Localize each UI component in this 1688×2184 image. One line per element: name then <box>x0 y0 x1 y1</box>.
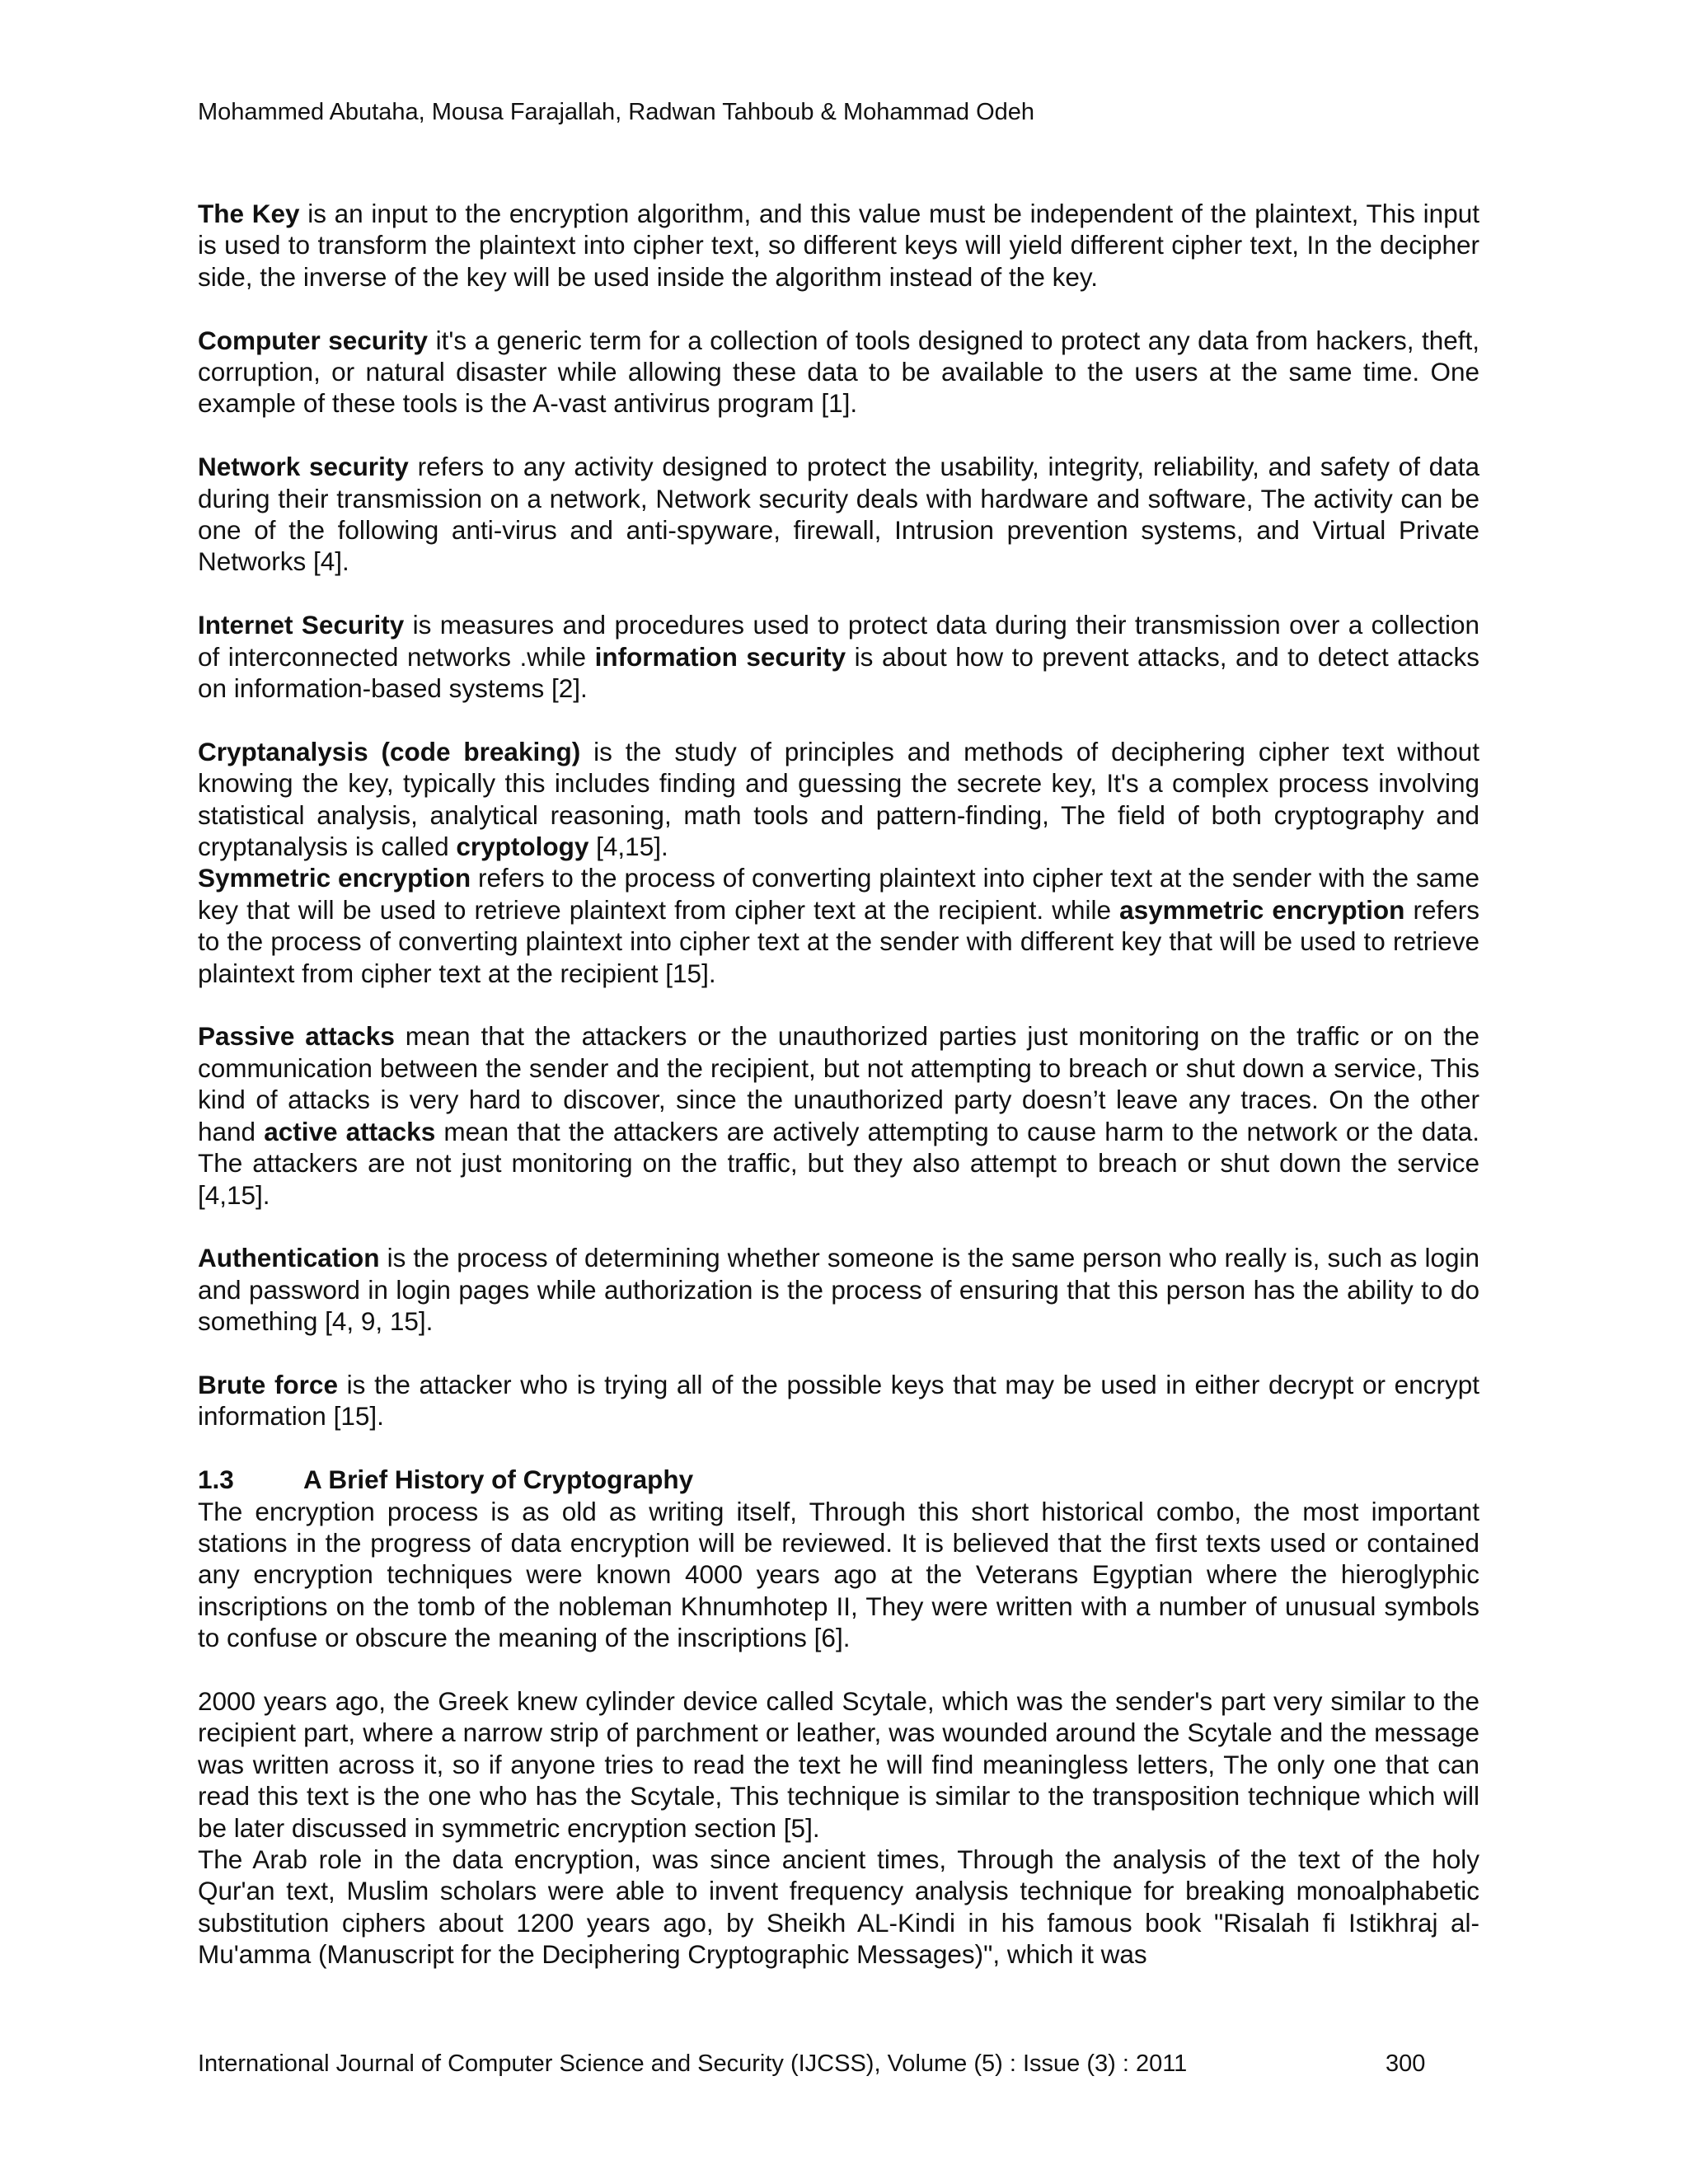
paragraph-network-security: Network security refers to any activity designed to protect the usability, integrity, reliability, and safety of data during their transmission on a network, Network security deals with hardware and software, The activity can be one of the following anti-virus and anti-spyware, firewall, Intrusion prevention systems, and Virtual Private Networks [4]. <box>198 452 1479 577</box>
page-body <box>198 198 1479 1971</box>
page-footer <box>198 2049 1434 2079</box>
section-title: A Brief History of Cryptography <box>303 1465 694 1495</box>
paragraph-cryptanalysis: Cryptanalysis (code breaking) is the study of principles and methods of deciphering cipher text without knowing the key, typically this includes finding and guessing the secrete key, It's a complex process involving statistical analysis, analytical reasoning, math tools and pattern-finding, The field of both cryptography and cryptanalysis is called cryptology [4,15]. <box>198 736 1480 862</box>
term: Passive attacks <box>198 1021 395 1052</box>
journal-citation: International Journal of Computer Science and Security (IJCSS), Volume (5) : Issue (3) : 2011 <box>198 2050 1188 2077</box>
term: Internet Security <box>198 610 405 640</box>
paragraph-attacks: Passive attacks mean that the attackers or the unauthorized parties just monitoring on the traffic or on the communication between the sender and the recipient, but not attempting to breach or shut down a service, This kind of attacks is very hard to discover, since the unauthorized party doesn’t leave any traces. On the other hand active attacks mean that the attackers are actively attempting to cause harm to the network or the data. The attackers are not just monitoring on the traffic, but they also attempt to breach or shut down the service [4,15]. <box>198 1021 1479 1210</box>
term: Brute force <box>198 1369 338 1399</box>
term: cryptology <box>456 832 589 862</box>
paragraph-brute-force: Brute force is the attacker who is trying all of the possible keys that may be used in either decrypt or encrypt information [15]. <box>198 1369 1479 1432</box>
paragraph-key: The Key is an input to the encryption algorithm, and this value must be independent of the plaintext, This input is used to transform the plaintext into cipher text, so different keys will yield different cipher text, In the decipher side, the inverse of the key will be used inside the algorithm instead of the key. <box>198 199 1479 292</box>
running-header: Mohammed Abutaha, Mousa Farajallah, Radwan Tahboub & Mohammad Odeh <box>198 99 1035 125</box>
paragraph-computer-security: Computer security it's a generic term for a collection of tools designed to protect any data from hackers, theft, corruption, or natural disaster while allowing these data to be available to the users at the same time. One example of these tools is the A-vast antivirus program [1]. <box>198 325 1479 419</box>
paragraph-authentication: Authentication is the process of determining whether someone is the same person who really is, such as login and password in login pages while authorization is the process of ensuring that this person has the ability to do something [4, 9, 15]. <box>198 1243 1479 1337</box>
page-number: 300 <box>1386 2050 1426 2077</box>
paragraph-history-2: 2000 years ago, the Greek knew cylinder device called Scytale, which was the sender's part very similar to the recipient part, where a narrow strip of parchment or leather, was wounded around the Scytale and the message was written across it, so if anyone tries to read the text he will find meaningless letters, The only one that can read this text is the one who has the Scytale, This technique is similar to the transposition technique which will be later discussed in symmetric encryption section [5]. <box>198 1685 1479 1843</box>
section-number: 1.3 <box>198 1465 234 1495</box>
paragraph-internet-security: Internet Security is measures and procedures used to protect data during their transmission over a collection of interconnected networks .while information security is about how to prevent attacks, and to detect attacks on information-based systems [2]. <box>198 610 1480 704</box>
paragraph-history-1: The encryption process is as old as writing itself, Through this short historical combo, the most important stations in the progress of data encryption will be reviewed. It is believed that the first texts used or contained any encryption techniques were known 4000 years ago at the Veterans Egyptian where the hieroglyphic inscriptions on the tomb of the nobleman Khnumhotep II, They were written with a number of unusual symbols to confuse or obscure the meaning of the inscriptions [6]. <box>198 1496 1479 1653</box>
term: Network security <box>198 452 409 482</box>
term: Cryptanalysis (code breaking) <box>198 736 581 766</box>
term: Authentication <box>198 1243 380 1273</box>
term: information security <box>594 641 846 672</box>
paragraph-symmetric-encryption: Symmetric encryption refers to the process of converting plaintext into cipher text at the sender with the same key that will be used to retrieve plaintext from cipher text at the recipient. while asymmetric encryption refers to the process of converting plaintext into cipher text at the sender with different key that will be used to retrieve plaintext from cipher text at the recipient [15]. <box>198 863 1480 988</box>
term: The Key <box>198 199 300 228</box>
term: active attacks <box>264 1116 436 1146</box>
paragraph-history-3: The Arab role in the data encryption, was since ancient times, Through the analysis of the text of the holy Qur'an text, Muslim scholars were able to invent frequency analysis technique for breaking monoalphabetic substitution ciphers about 1200 years ago, by Sheikh AL-Kindi in his famous book "Risalah fi Istikhraj al-Mu'amma (Manuscript for the Deciphering Cryptographic Messages)", which it was <box>198 1844 1479 1970</box>
term: asymmetric encryption <box>1119 894 1405 925</box>
term: Computer security <box>198 325 429 355</box>
section-heading <box>198 1464 1479 1495</box>
term: Symmetric encryption <box>198 863 471 893</box>
